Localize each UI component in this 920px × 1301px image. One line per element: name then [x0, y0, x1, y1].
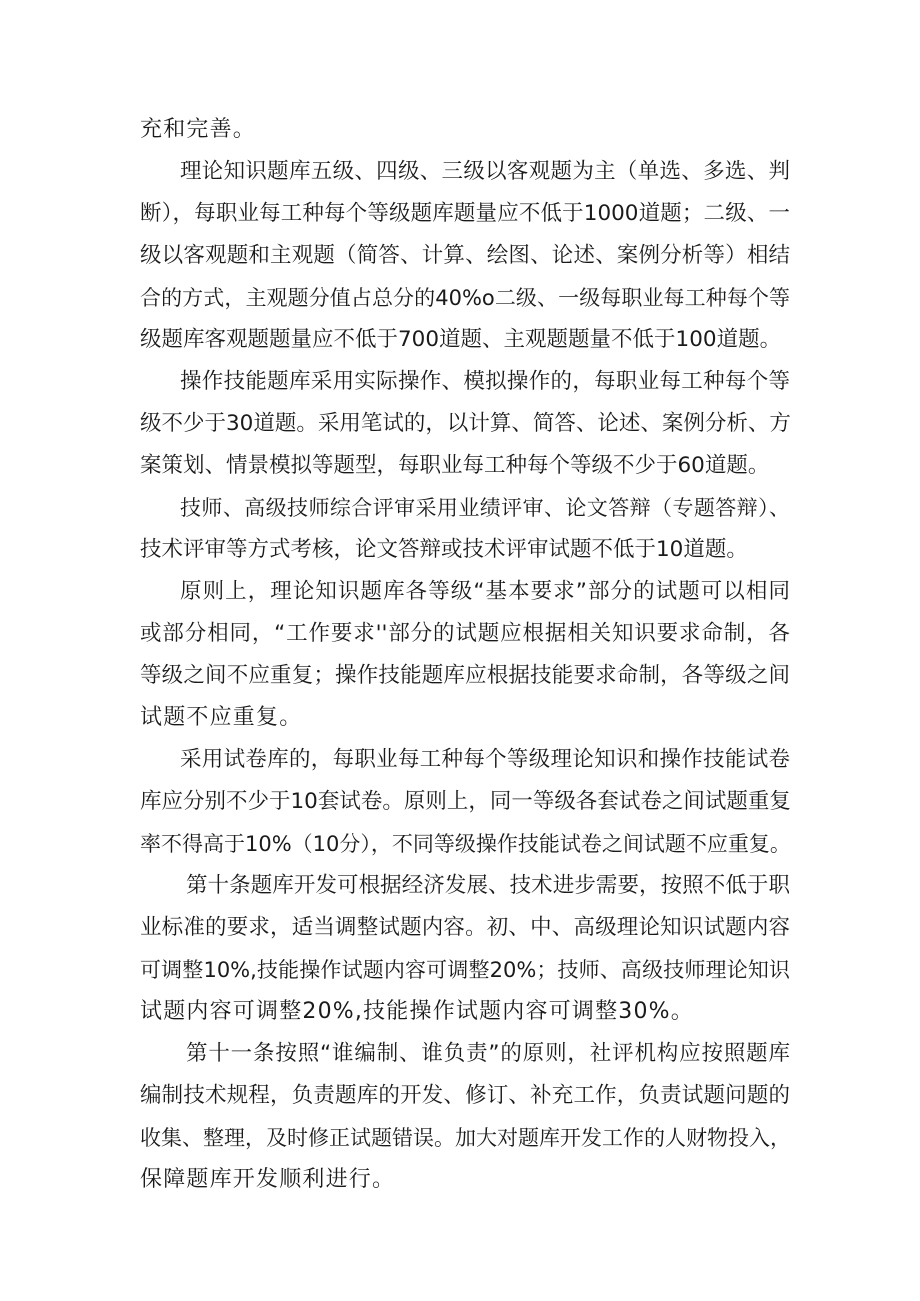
text-line: 采用试卷库的，每职业每工种每个等级理论知识和操作技能试卷 — [180, 747, 790, 772]
text-line: 保障题库开发顺利进行。 — [140, 1167, 396, 1192]
text-line: 技师、高级技师综合评审采用业绩评审、论文答辩（专题答辩）、 — [180, 496, 790, 520]
text-line: 业标准的要求，适当调整试题内容。初、中、高级理论知识试题内容 — [140, 915, 790, 940]
text-line: 合的方式，主观题分值占总分的40%o二级、一级每职业每工种每个等 — [140, 286, 790, 310]
text-line: 级不少于30道题。采用笔试的，以计算、简答、论述、案例分析、方 — [140, 411, 791, 436]
text-line: 试题不应重复。 — [140, 705, 303, 730]
text-line: 原则上，理论知识题库各等级“基本要求”部分的试题可以相同 — [180, 579, 790, 604]
text-line: 级题库客观题题量应不低于700道题、主观题题量不低于100道题。 — [140, 327, 782, 352]
text-line: 编制技术规程，负责题库的开发、修订、补充工作，负责试题问题的 — [140, 1083, 790, 1108]
text-line: 收集、整理，及时修正试题错误。加大对题库开发工作的人财物投入， — [140, 1126, 791, 1150]
text-line: 断），每职业每工种每个等级题库题量应不低于1000道题；二级、一 — [140, 201, 790, 226]
text-line: 理论知识题库五级、四级、三级以客观题为主（单选、多选、判 — [180, 159, 790, 184]
text-line: 可调整10%,技能操作试题内容可调整20%；技师、高级技师理论知识 — [140, 958, 790, 982]
text-line: 技术评审等方式考核，论文答辩或技术评审试题不低于10道题。 — [140, 537, 748, 562]
text-line: 库应分别不少于10套试卷。原则上，同一等级各套试卷之间试题重复 — [140, 789, 791, 814]
text-line: 率不得高于10%（10分），不同等级操作技能试卷之间试题不应重复。 — [140, 832, 791, 856]
text-line: 第十条题库开发可根据经济发展、技术进步需要，按照不低于职 — [186, 873, 790, 898]
text-line: 等级之间不应重复；操作技能题库应根据技能要求命制，各等级之间 — [140, 663, 790, 688]
text-line: 级以客观题和主观题（简答、计算、绘图、论述、案例分析等）相结 — [140, 243, 790, 268]
text-line: 试题内容可调整20%,技能操作试题内容可调整30%。 — [140, 999, 694, 1024]
text-line: 案策划、情景模拟等题型，每职业每工种每个等级不少于60道题。 — [140, 453, 770, 478]
text-line: 充和完善。 — [140, 117, 257, 142]
text-line: 或部分相同，“工作要求''部分的试题应根据相关知识要求命制，各 — [140, 621, 790, 646]
text-line: 第十一条按照“谁编制、谁负责”的原则，社评机构应按照题库 — [186, 1041, 790, 1066]
text-line: 操作技能题库采用实际操作、模拟操作的，每职业每工种每个等 — [180, 369, 790, 394]
